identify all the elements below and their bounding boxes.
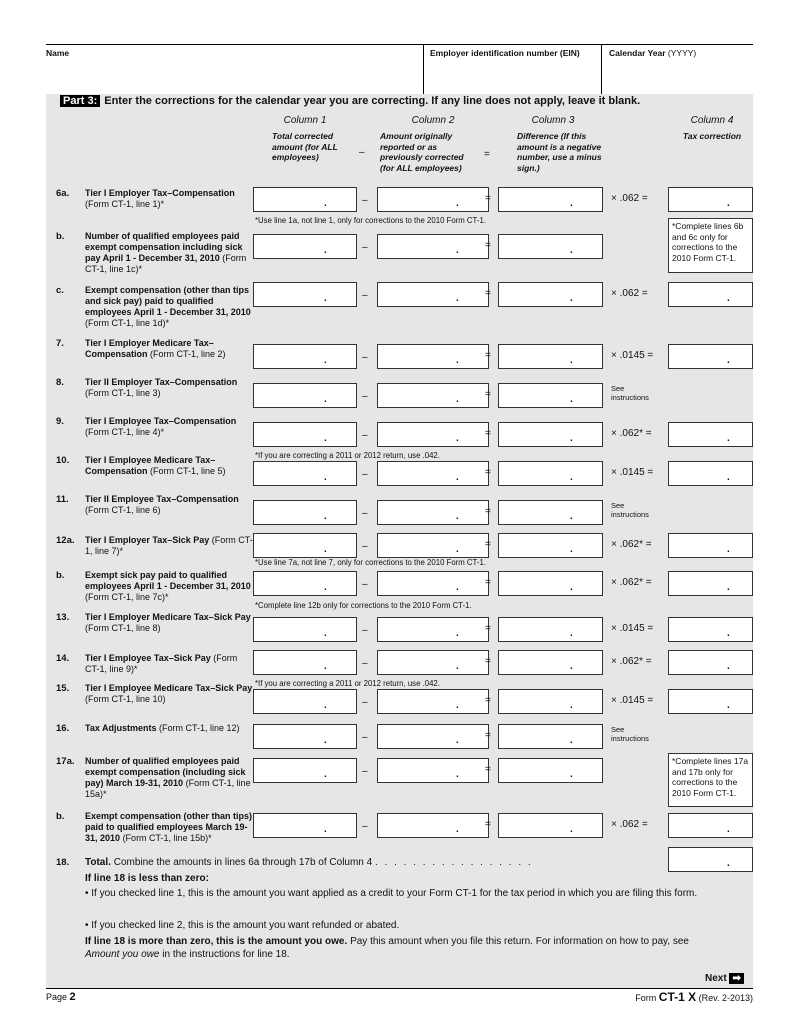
- less-than-zero-heading: If line 18 is less than zero:: [85, 873, 209, 884]
- column-3-field[interactable]: .: [498, 533, 603, 558]
- column-3-field[interactable]: .: [498, 383, 603, 408]
- name-field[interactable]: [46, 56, 376, 92]
- minus-sign: –: [362, 732, 368, 743]
- minus-sign: –: [359, 147, 365, 158]
- column-1-field[interactable]: .: [253, 187, 357, 212]
- line-description: Number of qualified employees paid exempt compensation (including sick pay) March 19-31, 2010 (Form CT-1, line 15a)*: [85, 756, 251, 799]
- minus-sign: –: [362, 290, 368, 301]
- column-1-field[interactable]: .: [253, 813, 357, 838]
- line-number: 11.: [56, 494, 69, 505]
- column-2-field[interactable]: .: [377, 422, 489, 447]
- page-number: Page 2: [46, 991, 76, 1003]
- tax-rate: × .062 =: [611, 819, 648, 830]
- line-number: 12a.: [56, 535, 75, 546]
- line-number: b.: [56, 570, 65, 581]
- column-1-field[interactable]: .: [253, 758, 357, 783]
- line-number: 17a.: [56, 756, 75, 767]
- column-4-field[interactable]: .: [668, 461, 753, 486]
- tax-rate: × .062 =: [611, 193, 648, 204]
- equals-sign: =: [485, 288, 491, 299]
- line-number: 9.: [56, 416, 64, 427]
- side-note-17: *Complete lines 17a and 17b only for corrections to the 2010 Form CT-1.: [668, 753, 753, 807]
- column-4-field[interactable]: .: [668, 533, 753, 558]
- column-1-field[interactable]: .: [253, 617, 357, 642]
- column-3-desc: Difference (If this amount is a negative number, use a minus sign.): [517, 131, 602, 173]
- column-3-header: Column 3: [531, 115, 575, 126]
- column-2-field[interactable]: .: [377, 500, 489, 525]
- part-title: [60, 95, 640, 107]
- column-1-field[interactable]: .: [253, 533, 357, 558]
- column-2-field[interactable]: .: [377, 758, 489, 783]
- column-3-field[interactable]: .: [498, 282, 603, 307]
- line-18-total-field[interactable]: .: [668, 847, 753, 872]
- minus-sign: –: [362, 242, 368, 253]
- line-description: Tier II Employee Tax–Compensation (Form CT-1, line 6): [85, 494, 239, 515]
- minus-sign: –: [362, 508, 368, 519]
- line-18-text: Total. Combine the amounts in lines 6a through 17b of Column 4 . . . . . . . . . . . . . . . . .: [85, 857, 533, 868]
- column-3-field[interactable]: .: [498, 571, 603, 596]
- line-number: 6a.: [56, 188, 70, 199]
- see-instructions: See instructions: [611, 501, 649, 519]
- column-1-field[interactable]: .: [253, 234, 357, 259]
- column-1-field[interactable]: .: [253, 724, 357, 749]
- column-2-field[interactable]: .: [377, 571, 489, 596]
- side-note-6: *Complete lines 6b and 6c only for corrections to the 2010 Form CT-1.: [668, 218, 753, 273]
- column-2-field[interactable]: .: [377, 383, 489, 408]
- column-1-field[interactable]: .: [253, 383, 357, 408]
- equals-sign: =: [485, 428, 491, 439]
- see-instructions: See instructions: [611, 725, 649, 743]
- equals-sign: =: [485, 623, 491, 634]
- line-description: Tier II Employer Tax–Compensation (Form CT-1, line 3): [85, 377, 238, 398]
- column-1-field[interactable]: .: [253, 689, 357, 714]
- line-description: Exempt compensation (other than tips) paid to qualified employees March 19-31, 2010 (Form CT-1, line 15b)*: [85, 811, 253, 843]
- more-than-zero-text: If line 18 is more than zero, this is the amount you owe. Pay this amount when you file this return. For information on how to pay, see Amount you owe in the instructions for line 18.: [85, 936, 689, 960]
- column-1-field[interactable]: .: [253, 650, 357, 675]
- line-number: 10.: [56, 455, 70, 466]
- year-label: Calendar Year (YYYY): [609, 48, 697, 58]
- line-description: Tier I Employer Tax–Sick Pay (Form CT-1, line 7)*: [85, 535, 253, 556]
- column-1-header: Column 1: [283, 115, 327, 126]
- minus-sign: –: [362, 579, 368, 590]
- name-label: Name: [46, 48, 70, 58]
- column-3-field[interactable]: .: [498, 461, 603, 486]
- minus-sign: –: [362, 625, 368, 636]
- column-1-field[interactable]: .: [253, 500, 357, 525]
- column-3-field[interactable]: .: [498, 187, 603, 212]
- tax-rate: × .0145 =: [611, 623, 654, 634]
- minus-sign: –: [362, 352, 368, 363]
- column-3-field[interactable]: .: [498, 422, 603, 447]
- line-number: 13.: [56, 612, 70, 623]
- line-description: Tier I Employer Tax–Compensation (Form CT-1, line 1)*: [85, 188, 235, 209]
- equals-sign: =: [484, 149, 490, 160]
- tax-rate: × .0145 =: [611, 467, 654, 478]
- line-description: Tax Adjustments (Form CT-1, line 12): [85, 723, 240, 733]
- column-3-field[interactable]: .: [498, 234, 603, 259]
- equals-sign: =: [485, 350, 491, 361]
- line-number: b.: [56, 231, 65, 242]
- note-9: *If you are correcting a 2011 or 2012 return, use .042.: [255, 451, 440, 460]
- tax-rate: × .062 =: [611, 288, 648, 299]
- column-4-field[interactable]: .: [668, 282, 753, 307]
- line-number: 14.: [56, 653, 70, 664]
- column-3-field[interactable]: .: [498, 758, 603, 783]
- line-number: c.: [56, 285, 64, 296]
- equals-sign: =: [485, 656, 491, 667]
- equals-sign: =: [485, 695, 491, 706]
- equals-sign: =: [485, 506, 491, 517]
- line-number: 15.: [56, 683, 70, 694]
- note-6a: *Use line 1a, not line 1, only for corrections to the 2010 Form CT-1.: [255, 216, 486, 225]
- line-description: Tier I Employer Medicare Tax–Sick Pay (Form CT-1, line 8): [85, 612, 251, 633]
- note-12b: *Complete line 12b only for corrections to the 2010 Form CT-1.: [255, 601, 472, 610]
- column-2-field[interactable]: .: [377, 617, 489, 642]
- ein-field[interactable]: [424, 56, 600, 92]
- minus-sign: –: [362, 658, 368, 669]
- equals-sign: =: [485, 577, 491, 588]
- part-label: Part 3:: [60, 95, 100, 107]
- column-1-field[interactable]: .: [253, 282, 357, 307]
- form-id: Form CT-1 X (Rev. 2-2013): [635, 990, 753, 1004]
- equals-sign: =: [485, 193, 491, 204]
- column-2-field[interactable]: .: [377, 282, 489, 307]
- minus-sign: –: [362, 469, 368, 480]
- see-instructions: See instructions: [611, 384, 649, 402]
- column-2-field[interactable]: .: [377, 724, 489, 749]
- tax-rate: × .0145 =: [611, 350, 654, 361]
- line-number: 8.: [56, 377, 64, 388]
- column-1-field[interactable]: .: [253, 571, 357, 596]
- line-description: Exempt sick pay paid to qualified employees April 1 - December 31, 2010 (Form CT-1, line 7c)*: [85, 570, 251, 602]
- column-2-desc: Amount originally reported or as previously corrected (for ALL employees): [380, 131, 464, 173]
- column-2-field[interactable]: .: [377, 234, 489, 259]
- line-description: Tier I Employee Medicare Tax–Sick Pay (Form CT-1, line 10): [85, 683, 253, 704]
- line-description: Tier I Employee Tax–Compensation (Form CT-1, line 4)*: [85, 416, 237, 437]
- column-3-field[interactable]: .: [498, 344, 603, 369]
- tax-rate: × .062* =: [611, 656, 652, 667]
- column-4-field[interactable]: .: [668, 571, 753, 596]
- line-description: Number of qualified employees paid exempt compensation including sick pay April 1 - December 31, 2010 (Form CT-1, line 1c)*: [85, 231, 247, 274]
- equals-sign: =: [485, 240, 491, 251]
- column-1-field[interactable]: .: [253, 461, 357, 486]
- column-3-field[interactable]: .: [498, 813, 603, 838]
- note-12a: *Use line 7a, not line 7, only for corrections to the 2010 Form CT-1.: [255, 558, 486, 567]
- column-4-field[interactable]: .: [668, 617, 753, 642]
- column-2-field[interactable]: .: [377, 344, 489, 369]
- column-1-desc: Total corrected amount (for ALL employees): [272, 131, 338, 162]
- line-description: Tier I Employee Medicare Tax–Compensation (Form CT-1, line 5): [85, 455, 226, 476]
- column-4-field[interactable]: .: [668, 650, 753, 675]
- arrow-right-icon: ➡: [729, 973, 743, 984]
- line-description: Tier I Employer Medicare Tax–Compensation (Form CT-1, line 2): [85, 338, 226, 359]
- line-number: 16.: [56, 723, 70, 734]
- column-4-field[interactable]: .: [668, 187, 753, 212]
- tax-rate: × .0145 =: [611, 695, 654, 706]
- minus-sign: –: [362, 541, 368, 552]
- column-4-field[interactable]: .: [668, 422, 753, 447]
- column-3-field[interactable]: .: [498, 617, 603, 642]
- column-2-field[interactable]: .: [377, 650, 489, 675]
- less-bullet-1: • If you checked line 1, this is the amount you want applied as a credit to your Form CT-1 for the tax period in which you are filing this form.: [85, 888, 698, 899]
- equals-sign: =: [485, 389, 491, 400]
- column-2-field[interactable]: .: [377, 461, 489, 486]
- minus-sign: –: [362, 430, 368, 441]
- column-2-field[interactable]: .: [377, 187, 489, 212]
- column-4-header: Column 4: [690, 115, 734, 126]
- column-2-header: Column 2: [411, 115, 455, 126]
- column-4-field[interactable]: .: [668, 344, 753, 369]
- line-number: b.: [56, 811, 65, 822]
- tax-rate: × .062* =: [611, 539, 652, 550]
- column-2-field[interactable]: .: [377, 813, 489, 838]
- equals-sign: =: [485, 467, 491, 478]
- line-description: Exempt compensation (other than tips and sick pay) paid to qualified employees April 1 - December 31, 2010 (Form CT-1, line 1d)*: [85, 285, 251, 328]
- minus-sign: –: [362, 697, 368, 708]
- tax-rate: × .062* =: [611, 428, 652, 439]
- column-1-field[interactable]: .: [253, 422, 357, 447]
- equals-sign: =: [485, 539, 491, 550]
- column-2-field[interactable]: .: [377, 533, 489, 558]
- line-18-number: 18.: [56, 857, 70, 868]
- ein-label: Employer identification number (EIN): [430, 48, 580, 58]
- column-3-field[interactable]: .: [498, 689, 603, 714]
- column-4-desc: Tax correction: [682, 131, 742, 141]
- year-field[interactable]: [602, 56, 752, 92]
- less-bullet-2: • If you checked line 2, this is the amount you want refunded or abated.: [85, 920, 400, 931]
- minus-sign: –: [362, 821, 368, 832]
- part-title-text: Enter the corrections for the calendar year you are correcting. If any line does not apply, leave it blank.: [104, 95, 641, 107]
- column-4-field[interactable]: .: [668, 689, 753, 714]
- column-4-field[interactable]: .: [668, 813, 753, 838]
- line-description: Tier I Employee Tax–Sick Pay (Form CT-1, line 9)*: [85, 653, 238, 674]
- equals-sign: =: [485, 730, 491, 741]
- minus-sign: –: [362, 195, 368, 206]
- column-2-field[interactable]: .: [377, 689, 489, 714]
- minus-sign: –: [362, 391, 368, 402]
- column-3-field[interactable]: .: [498, 650, 603, 675]
- column-3-field[interactable]: .: [498, 500, 603, 525]
- equals-sign: =: [485, 819, 491, 830]
- line-number: 7.: [56, 338, 64, 349]
- minus-sign: –: [362, 766, 368, 777]
- next-button[interactable]: Next ➡: [705, 973, 744, 984]
- note-14: *If you are correcting a 2011 or 2012 return, use .042.: [255, 679, 440, 688]
- column-3-field[interactable]: .: [498, 724, 603, 749]
- tax-rate: × .062* =: [611, 577, 652, 588]
- footer-rule: [46, 988, 753, 989]
- column-1-field[interactable]: .: [253, 344, 357, 369]
- equals-sign: =: [485, 764, 491, 775]
